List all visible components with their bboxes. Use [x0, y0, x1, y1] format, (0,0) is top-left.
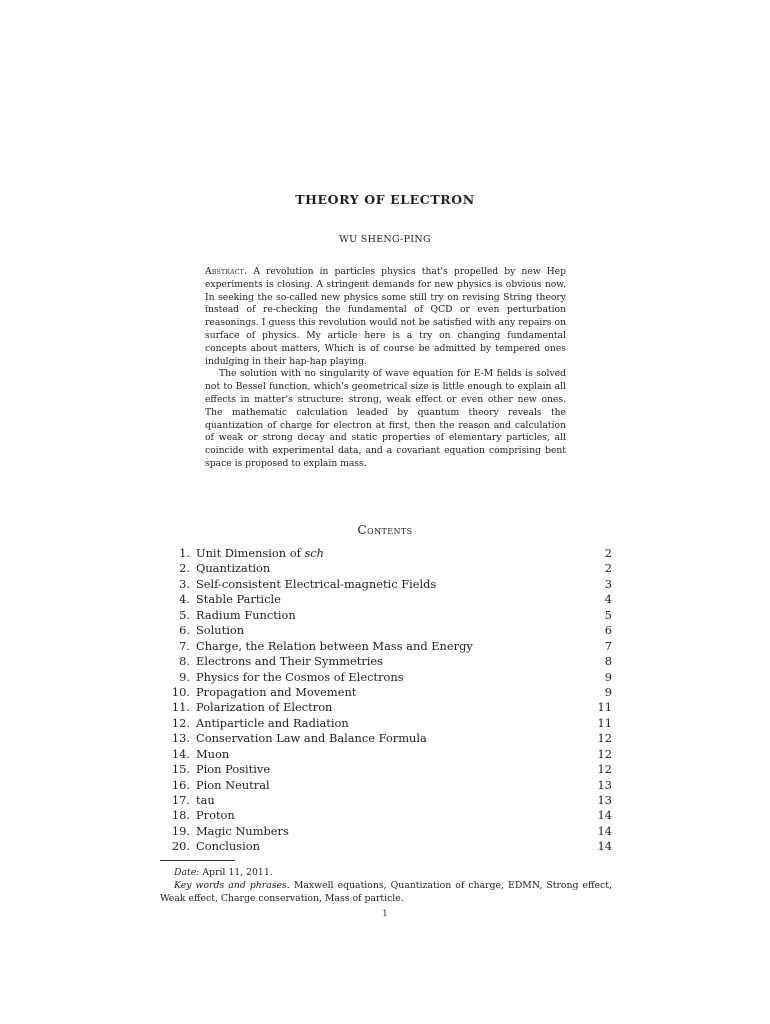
table-of-contents: [160, 546, 612, 855]
contents-heading: Contents: [357, 523, 413, 537]
toc-entry-number: 4.: [179, 592, 190, 607]
footnote-date: [160, 866, 612, 879]
toc-entry-label-text: Propagation and Movement: [196, 684, 357, 699]
toc-entry-number: 19.: [171, 823, 190, 838]
toc-entry-label: [196, 778, 270, 793]
toc-entry-label-text: Unit Dimension of: [196, 546, 305, 560]
toc-entry-label: [196, 793, 215, 808]
toc-entry-label-emphasis: sch: [304, 546, 324, 560]
toc-entry-number: 5.: [179, 607, 190, 622]
toc-entry-page: 7: [604, 638, 612, 653]
toc-entry-number: 16.: [171, 777, 190, 792]
toc-entry-page: 6: [604, 623, 612, 638]
toc-entry-label-text: Muon: [196, 746, 230, 761]
date-value: : April 11, 2011.: [196, 867, 273, 878]
toc-entry-label-text: Pion Neutral: [196, 777, 270, 792]
abstract-paragraph-2: The solution with no singularity of wave equation for E-M fields is solved not to Bessel function, which's geometrical size is little enough to explain all effects in matter's structure: strong, weak effect or even other new ones. The mathematic calculation leaded by quantum theory reveals the quantization of charge for electron at first, then the reason and calculation of weak or strong decay and static properties of elementary particles, all coincide with experimental data, and a covariant equation comprising bent space is proposed to explain mass.: [205, 368, 566, 469]
toc-entry-number: 20.: [171, 839, 190, 854]
toc-entry-page: 2: [604, 546, 612, 560]
toc-entry-label-text: Magic Numbers: [196, 823, 289, 838]
toc-entry-number: 10.: [171, 684, 190, 699]
toc-entry[interactable]: [160, 639, 612, 654]
toc-entry[interactable]: [160, 546, 612, 561]
toc-entry[interactable]: [160, 778, 612, 793]
toc-entry-label-text: Conclusion: [196, 839, 260, 854]
toc-entry[interactable]: [160, 685, 612, 700]
toc-entry-label-text: Radium Function: [196, 607, 296, 622]
toc-entry-label-text: Antiparticle and Radiation: [196, 715, 349, 730]
toc-entry-page: 9: [604, 669, 612, 684]
toc-entry-label: [196, 700, 332, 715]
toc-entry-label-text: Quantization: [196, 561, 271, 576]
toc-entry-page: 5: [604, 607, 612, 622]
toc-entry[interactable]: [160, 577, 612, 592]
toc-entry-number: 15.: [171, 762, 190, 777]
abstract-label: Abstract.: [205, 266, 248, 277]
toc-entry[interactable]: [160, 561, 612, 576]
toc-entry-number: 11.: [171, 700, 190, 715]
toc-entry-label-text: Electrons and Their Symmetries: [196, 654, 384, 669]
toc-entry[interactable]: [160, 762, 612, 777]
toc-entry-page: 14: [597, 808, 612, 823]
paper-title: THEORY OF ELECTRON: [295, 192, 475, 207]
toc-entry-page: 8: [604, 654, 612, 669]
abstract-text-1: A revolution in particles physics that's propelled by new Hep experiments is closing. A stringent demands for new physics is obvious now. In seeking the so-called new physics some still try on revising String theory instead of re-checking the fundamental of QCD or even perturbation reasonings. I guess this revolution would not be satisfied with any repairs on surface of physics. My article here is a try on changing fundamental concepts about matters, Which is of course be admitted by tempered ones indulging in their hap-hap playing.: [205, 266, 566, 367]
toc-entry-label-text: Stable Particle: [196, 592, 281, 607]
toc-entry-page: 3: [604, 576, 612, 591]
toc-entry-label-text: tau: [196, 793, 215, 807]
abstract: [205, 266, 566, 471]
toc-entry[interactable]: [160, 592, 612, 607]
toc-entry-label: [196, 716, 349, 731]
toc-entry-label: [196, 546, 324, 561]
toc-entry-page: 13: [597, 793, 612, 807]
toc-entry-label: [196, 561, 270, 576]
toc-entry-number: 2.: [179, 561, 190, 576]
page-number: 1: [382, 909, 388, 919]
footnote: [160, 866, 612, 905]
toc-entry-number: 7.: [179, 638, 190, 653]
toc-entry-label: [196, 654, 383, 669]
toc-entry-label: [196, 592, 281, 607]
toc-entry-number: 12.: [171, 715, 190, 730]
toc-entry-label: [196, 639, 473, 654]
toc-entry-number: 14.: [171, 746, 190, 761]
keywords-label: Key words and phrases.: [174, 880, 290, 891]
toc-entry-label: [196, 608, 296, 623]
toc-entry[interactable]: [160, 608, 612, 623]
toc-entry-number: 18.: [171, 808, 190, 823]
toc-entry-label: [196, 623, 244, 638]
toc-entry-number: 3.: [179, 576, 190, 591]
toc-entry-label-text: Conservation Law and Balance Formula: [196, 731, 427, 746]
toc-entry[interactable]: [160, 700, 612, 715]
toc-entry-label: [196, 762, 270, 777]
date-label: Date: [174, 867, 197, 878]
toc-entry-label: [196, 808, 235, 823]
toc-entry-label-text: Polarization of Electron: [196, 700, 333, 715]
toc-entry-page: 14: [597, 823, 612, 838]
toc-entry-number: 17.: [171, 793, 190, 807]
toc-entry[interactable]: [160, 808, 612, 823]
toc-entry-number: 9.: [179, 669, 190, 684]
toc-entry-page: 9: [604, 684, 612, 699]
toc-entry-page: 12: [597, 731, 612, 746]
toc-entry-label: [196, 747, 229, 762]
footnote-rule: [160, 860, 235, 861]
toc-entry-page: 2: [604, 561, 612, 576]
toc-entry-page: 12: [597, 746, 612, 761]
author-name: WU SHENG-PING: [339, 234, 431, 245]
toc-entry-label-text: Solution: [196, 623, 245, 638]
toc-entry-page: 12: [597, 762, 612, 777]
footnote-keywords: [160, 879, 612, 905]
toc-entry-page: 4: [604, 592, 612, 607]
toc-entry[interactable]: [160, 747, 612, 762]
toc-entry-label: [196, 577, 436, 592]
toc-entry-label-text: Proton: [196, 808, 235, 823]
toc-entry-label: [196, 670, 404, 685]
toc-entry-label: [196, 731, 427, 746]
toc-entry-page: 13: [597, 777, 612, 792]
toc-entry-label: [196, 824, 289, 839]
toc-entry-label-text: Physics for the Cosmos of Electrons: [196, 669, 404, 684]
toc-entry-number: 6.: [179, 623, 190, 638]
toc-entry[interactable]: [160, 623, 612, 638]
toc-entry-label-text: Self-consistent Electrical-magnetic Fields: [196, 576, 437, 591]
abstract-paragraph-1: [205, 266, 566, 368]
toc-entry-label: [196, 685, 356, 700]
toc-entry[interactable]: [160, 670, 612, 685]
toc-entry-number: 1.: [179, 546, 190, 560]
toc-entry-number: 13.: [171, 731, 190, 746]
toc-entry[interactable]: [160, 793, 612, 808]
toc-entry-number: 8.: [179, 654, 190, 669]
toc-entry-label: [196, 839, 260, 854]
toc-entry[interactable]: [160, 654, 612, 669]
toc-entry[interactable]: [160, 839, 612, 854]
toc-entry[interactable]: [160, 731, 612, 746]
toc-entry[interactable]: [160, 716, 612, 731]
toc-entry-page: 11: [597, 700, 612, 715]
toc-entry-page: 11: [597, 715, 612, 730]
toc-entry[interactable]: [160, 824, 612, 839]
toc-entry-label-text: Pion Positive: [196, 762, 271, 777]
toc-entry-page: 14: [597, 839, 612, 854]
keywords-value: Maxwell equations, Quantization of charge, EDMN, Strong effect, Weak effect, Charge conservation, Mass of particle.: [160, 880, 612, 904]
toc-entry-label-text: Charge, the Relation between Mass and Energy: [196, 638, 473, 653]
